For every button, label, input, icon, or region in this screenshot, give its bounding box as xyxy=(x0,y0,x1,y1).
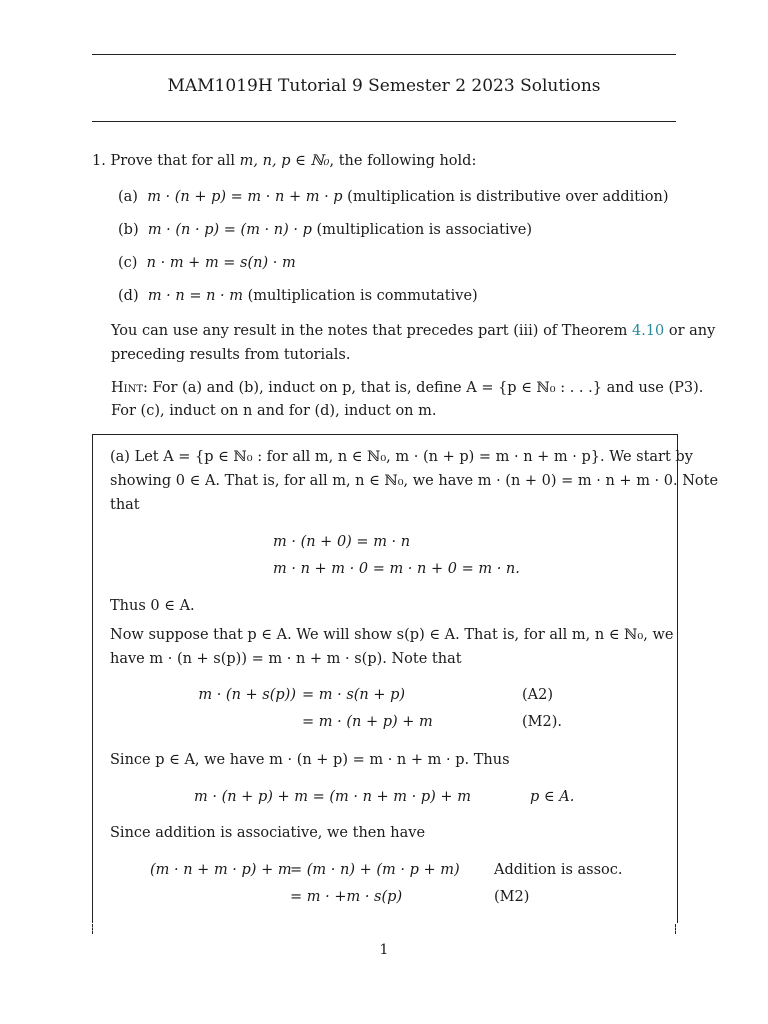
equation-4b-rhs: = m · +m · s(p) xyxy=(290,889,403,905)
question-intro-suffix: , the following hold: xyxy=(329,153,477,169)
hint-line-2: For (c), induct on n and for (d), induct on m. xyxy=(111,403,437,419)
part-label: (a) xyxy=(118,189,138,205)
equation-1b: m · n + m · 0 = m · n + 0 = m · n. xyxy=(273,561,520,577)
part-label: (b) xyxy=(118,222,139,238)
solution-line-6: have m · (n + s(p)) = m · n + m · s(p). Note that xyxy=(110,651,462,667)
part-text: (multiplication is commutative) xyxy=(243,288,478,304)
part-math: m · n = n · m xyxy=(147,288,244,304)
note-line-1 xyxy=(111,319,715,343)
solution-line-5: Now suppose that p ∈ A. We will show s(p) ∈ A. That is, for all m, n ∈ ℕ₀, we xyxy=(110,627,674,643)
part-label: (c) xyxy=(118,255,138,271)
hint-line-1 xyxy=(111,376,703,400)
question-intro-math: m, n, p ∈ ℕ₀ xyxy=(239,153,330,169)
top-rule xyxy=(92,54,676,55)
part-b xyxy=(118,218,532,242)
title-rule xyxy=(92,121,676,122)
equation-2a-tag: (A2) xyxy=(522,687,554,703)
equation-4a-tag: Addition is assoc. xyxy=(494,862,623,878)
part-math: n · m + m = s(n) · m xyxy=(146,255,296,271)
equation-1a: m · (n + 0) = m · n xyxy=(273,534,411,550)
note-line-2: preceding results from tutorials. xyxy=(111,347,351,363)
note-text-a: You can use any result in the notes that precedes part (iii) of Theorem xyxy=(111,323,632,339)
part-d xyxy=(118,284,478,308)
part-math: m · (n · p) = (m · n) · p xyxy=(147,222,312,238)
part-math: m · (n + p) = m · n + m · p xyxy=(147,189,343,205)
page-number: 1 xyxy=(379,942,389,958)
theorem-reference-link[interactable]: 4.10 xyxy=(631,323,665,339)
solution-line-1: (a) Let A = {p ∈ ℕ₀ : for all m, n ∈ ℕ₀, m · (n + p) = m · n + m · p}. We start by xyxy=(110,449,693,465)
solution-line-3: that xyxy=(110,497,140,513)
page-title: MAM1019H Tutorial 9 Semester 2 2023 Solutions xyxy=(167,76,601,96)
part-text: (multiplication is associative) xyxy=(311,222,533,238)
part-a xyxy=(118,185,669,209)
question-intro xyxy=(92,149,476,173)
equation-3-tag: p ∈ A. xyxy=(530,789,575,805)
part-text: (multiplication is distributive over addition) xyxy=(342,189,669,205)
box-left-continuation xyxy=(92,924,93,934)
box-right-continuation xyxy=(675,924,676,934)
solution-box xyxy=(92,434,678,923)
equation-2a-rhs: = m · s(n + p) xyxy=(302,687,406,703)
solution-line-4: Thus 0 ∈ A. xyxy=(110,598,195,614)
part-label: (d) xyxy=(118,288,139,304)
solution-line-2: showing 0 ∈ A. That is, for all m, n ∈ ℕ₀, we have m · (n + 0) = m · n + m · 0. Note xyxy=(110,473,719,489)
hint-text: For (a) and (b), induct on p, that is, define A = {p ∈ ℕ₀ : . . .} and use (P3). xyxy=(147,380,704,396)
equation-4b-tag: (M2) xyxy=(494,889,530,905)
equation-2b-tag: (M2). xyxy=(522,714,562,730)
equation-3: m · (n + p) + m = (m · n + m · p) + m xyxy=(194,789,471,805)
question-number: 1. xyxy=(92,153,106,169)
equation-2a-lhs: m · (n + s(p)) xyxy=(198,687,296,703)
solution-line-8: Since addition is associative, we then have xyxy=(110,825,426,841)
hint-label: Hint: xyxy=(111,380,148,396)
question-intro-prefix: Prove that for all xyxy=(110,153,240,169)
equation-4a-lhs: (m · n + m · p) + m xyxy=(150,862,292,878)
solution-line-7: Since p ∈ A, we have m · (n + p) = m · n + m · p. Thus xyxy=(110,752,510,768)
equation-4a-rhs: = (m · n) + (m · p + m) xyxy=(290,862,460,878)
part-c xyxy=(118,251,296,275)
equation-2b-rhs: = m · (n + p) + m xyxy=(302,714,433,730)
note-text-b: or any xyxy=(664,323,716,339)
